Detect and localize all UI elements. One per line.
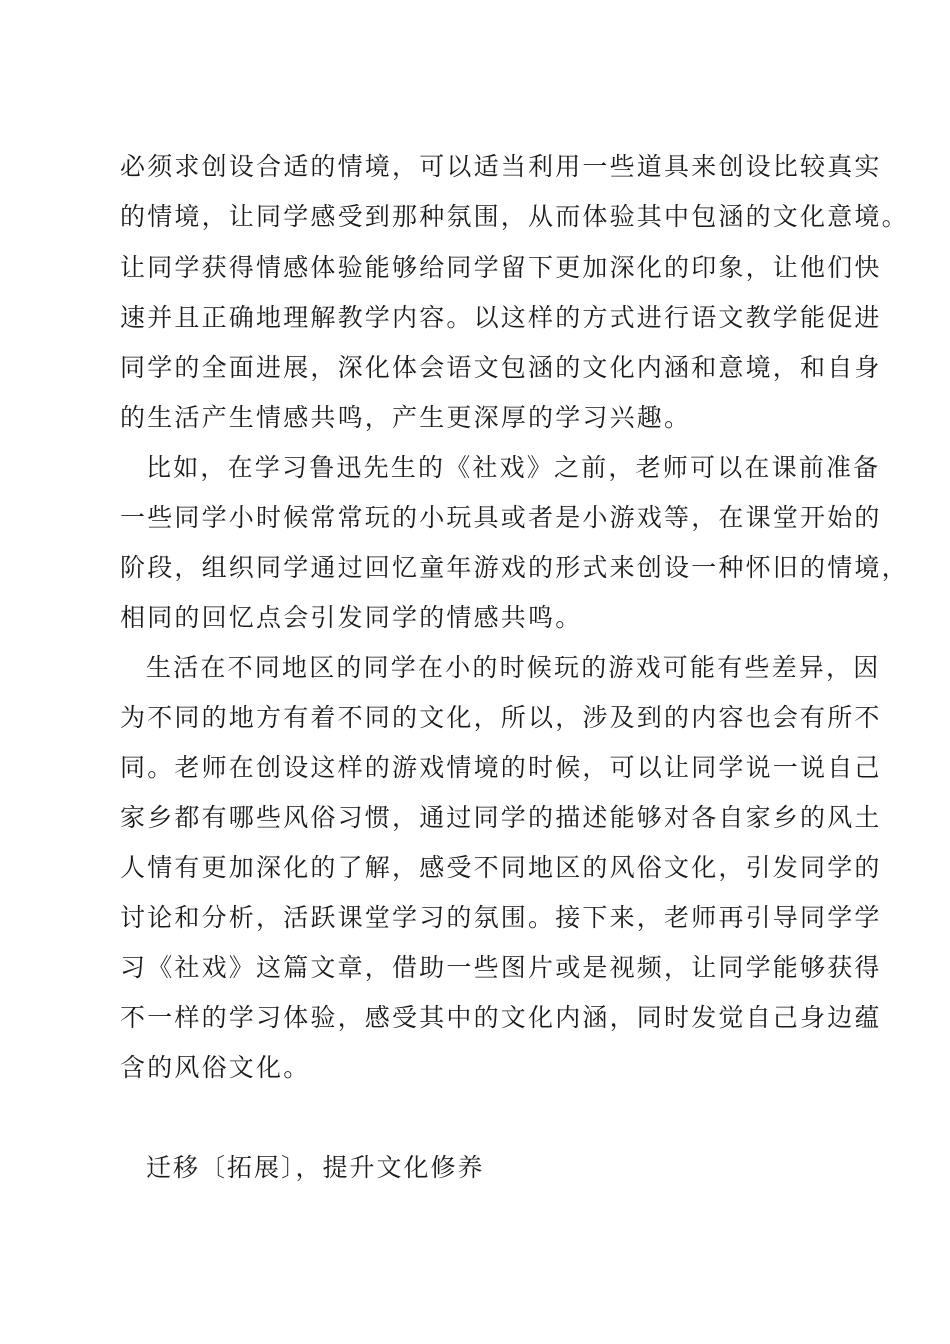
text-line: 比如，在学习鲁迅先生的《社戏》之前，老师可以在课前准备 [146,453,881,482]
text-line: 家乡都有哪些风俗习惯，通过同学的描述能够对各自家乡的风土 [120,803,882,832]
text-line: 一些同学小时候常常玩的小玩具或者是小游戏等，在课堂开始的 [120,503,882,532]
text-line: 相同的回忆点会引发同学的情感共鸣。 [120,603,583,632]
text-line: 生活在不同地区的同学在小的时候玩的游戏可能有些差异，因 [146,653,881,682]
text-line: 含的风俗文化。 [120,1053,311,1082]
text-line: 的情境，让同学感受到那种氛围，从而体验其中包涵的文化意境。 [120,202,909,231]
text-line: 必须求创设合适的情境，可以适当利用一些道具来创设比较真实 [120,152,882,181]
text-line: 同。老师在创设这样的游戏情境的时候，可以让同学说一说自己 [120,753,882,782]
text-line: 习《社戏》这篇文章，借助一些图片或是视频，让同学能够获得 [120,953,882,982]
text-line: 的生活产生情感共鸣，产生更深厚的学习兴趣。 [120,403,692,432]
text-line: 速并且正确地理解教学内容。以这样的方式进行语文教学能促进 [120,303,882,332]
text-line: 让同学获得情感体验能够给同学留下更加深化的印象，让他们快 [120,253,882,282]
text-line: 不一样的学习体验，感受其中的文化内涵，同时发觉自己身边蕴 [120,1003,882,1032]
text-line: 阶段，组织同学通过回忆童年游戏的形式来创设一种怀旧的情境， [120,553,909,582]
text-line: 同学的全面进展，深化体会语文包涵的文化内涵和意境，和自身 [120,353,882,382]
text-line: 为不同的地方有着不同的文化，所以，涉及到的内容也会有所不 [120,703,882,732]
text-line: 讨论和分析，活跃课堂学习的氛围。接下来，老师再引导同学学 [120,903,882,932]
text-line: 人情有更加深化的了解，感受不同地区的风俗文化，引发同学的 [120,853,882,882]
section-heading: 迁移〔拓展〕，提升文化修养 [146,1153,485,1182]
